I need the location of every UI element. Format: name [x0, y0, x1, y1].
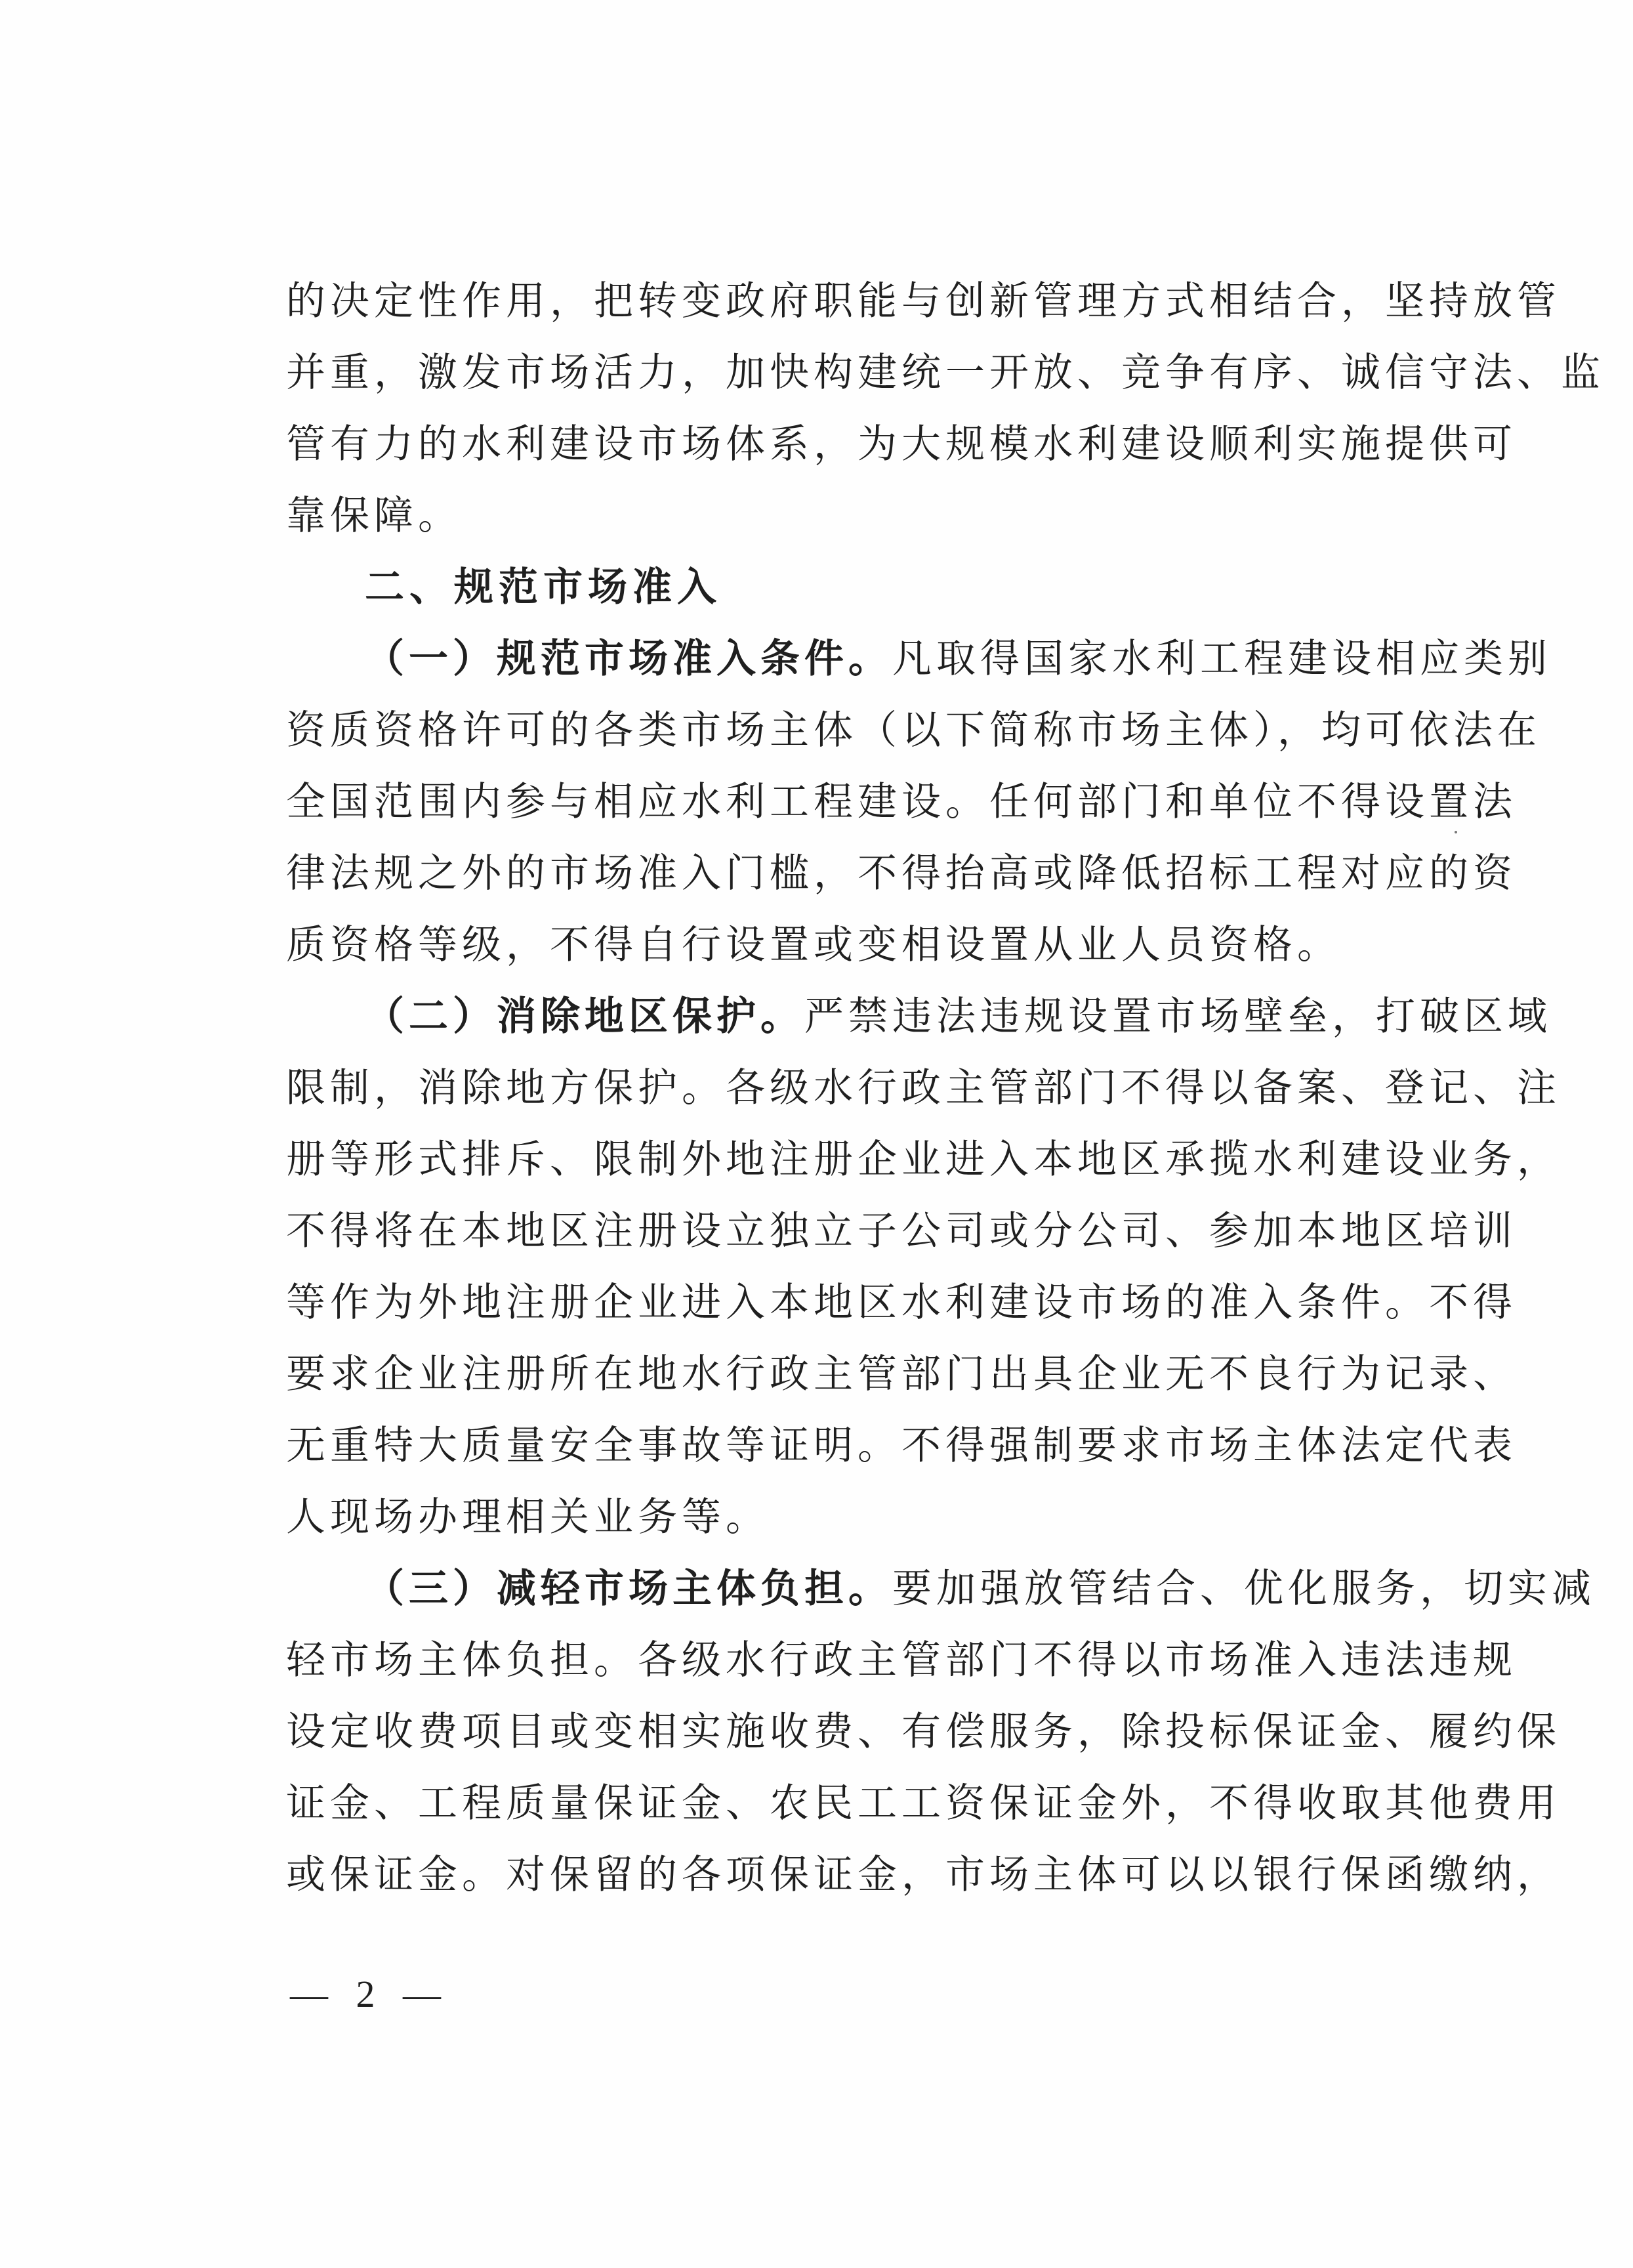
- item-lead: （三）减轻市场主体负担。: [365, 1566, 892, 1612]
- text-line: 或保证金。对保留的各项保证金，市场主体可以以银行保函缴纳，: [286, 1852, 1561, 1898]
- text-line: 质资格等级，不得自行设置或变相设置从业人员资格。: [286, 922, 1341, 968]
- text-line: 律法规之外的市场准入门槛，不得抬高或降低招标工程对应的资: [286, 850, 1517, 896]
- text-line: 并重，激发市场活力，加快构建统一开放、竞争有序、诚信守法、监: [286, 350, 1605, 396]
- text-line: 靠保障。: [286, 493, 462, 539]
- text-line: 不得将在本地区注册设立独立子公司或分公司、参加本地区培训: [286, 1208, 1517, 1254]
- text-line: 证金、工程质量保证金、农民工工资保证金外，不得收取其他费用: [286, 1780, 1561, 1826]
- text-line: 等作为外地注册企业进入本地区水利建设市场的准入条件。不得: [286, 1280, 1517, 1326]
- text-line: 册等形式排斥、限制外地注册企业进入本地区承揽水利建设业务，: [286, 1137, 1561, 1183]
- text-line: 管有力的水利建设市场体系，为大规模水利建设顺利实施提供可: [286, 421, 1517, 467]
- text-line: 设定收费项目或变相实施收费、有偿服务，除投标保证金、履约保: [286, 1709, 1561, 1755]
- text-line: 的决定性作用，把转变政府职能与创新管理方式相结合，坚持放管: [286, 278, 1561, 324]
- text-line: 无重特大质量安全事故等证明。不得强制要求市场主体法定代表: [286, 1423, 1517, 1469]
- item-lead: （一）规范市场准入条件。: [365, 636, 892, 682]
- text-line: 全国范围内参与相应水利工程建设。任何部门和单位不得设置法: [286, 779, 1517, 825]
- item-first-line: [286, 1553, 1596, 1625]
- text-line: 限制，消除地方保护。各级水行政主管部门不得以备案、登记、注: [286, 1065, 1561, 1111]
- item-first-line-text: 严禁违法违规设置市场壁垒，打破区域: [804, 994, 1552, 1040]
- item-first-line-text: 要加强放管结合、优化服务，切实减: [892, 1566, 1596, 1612]
- scan-speck: [1455, 831, 1457, 833]
- text-line: 要求企业注册所在地水行政主管部门出具企业无不良行为记录、: [286, 1351, 1517, 1397]
- text-line: 人现场办理相关业务等。: [286, 1494, 770, 1540]
- item-first-line-text: 凡取得国家水利工程建设相应类别: [892, 636, 1552, 682]
- item-first-line: [286, 981, 1552, 1053]
- text-line: 轻市场主体负担。各级水行政主管部门不得以市场准入违法违规: [286, 1637, 1517, 1683]
- item-first-line: [286, 623, 1552, 695]
- item-lead: （二）消除地区保护。: [365, 994, 804, 1040]
- document-body: [286, 266, 1605, 1911]
- page-number: — 2 —: [290, 1973, 450, 2015]
- text-line: 资质资格许可的各类市场主体（以下简称市场主体），均可依法在: [286, 707, 1541, 753]
- section-heading: 二、规范市场准入: [365, 564, 722, 610]
